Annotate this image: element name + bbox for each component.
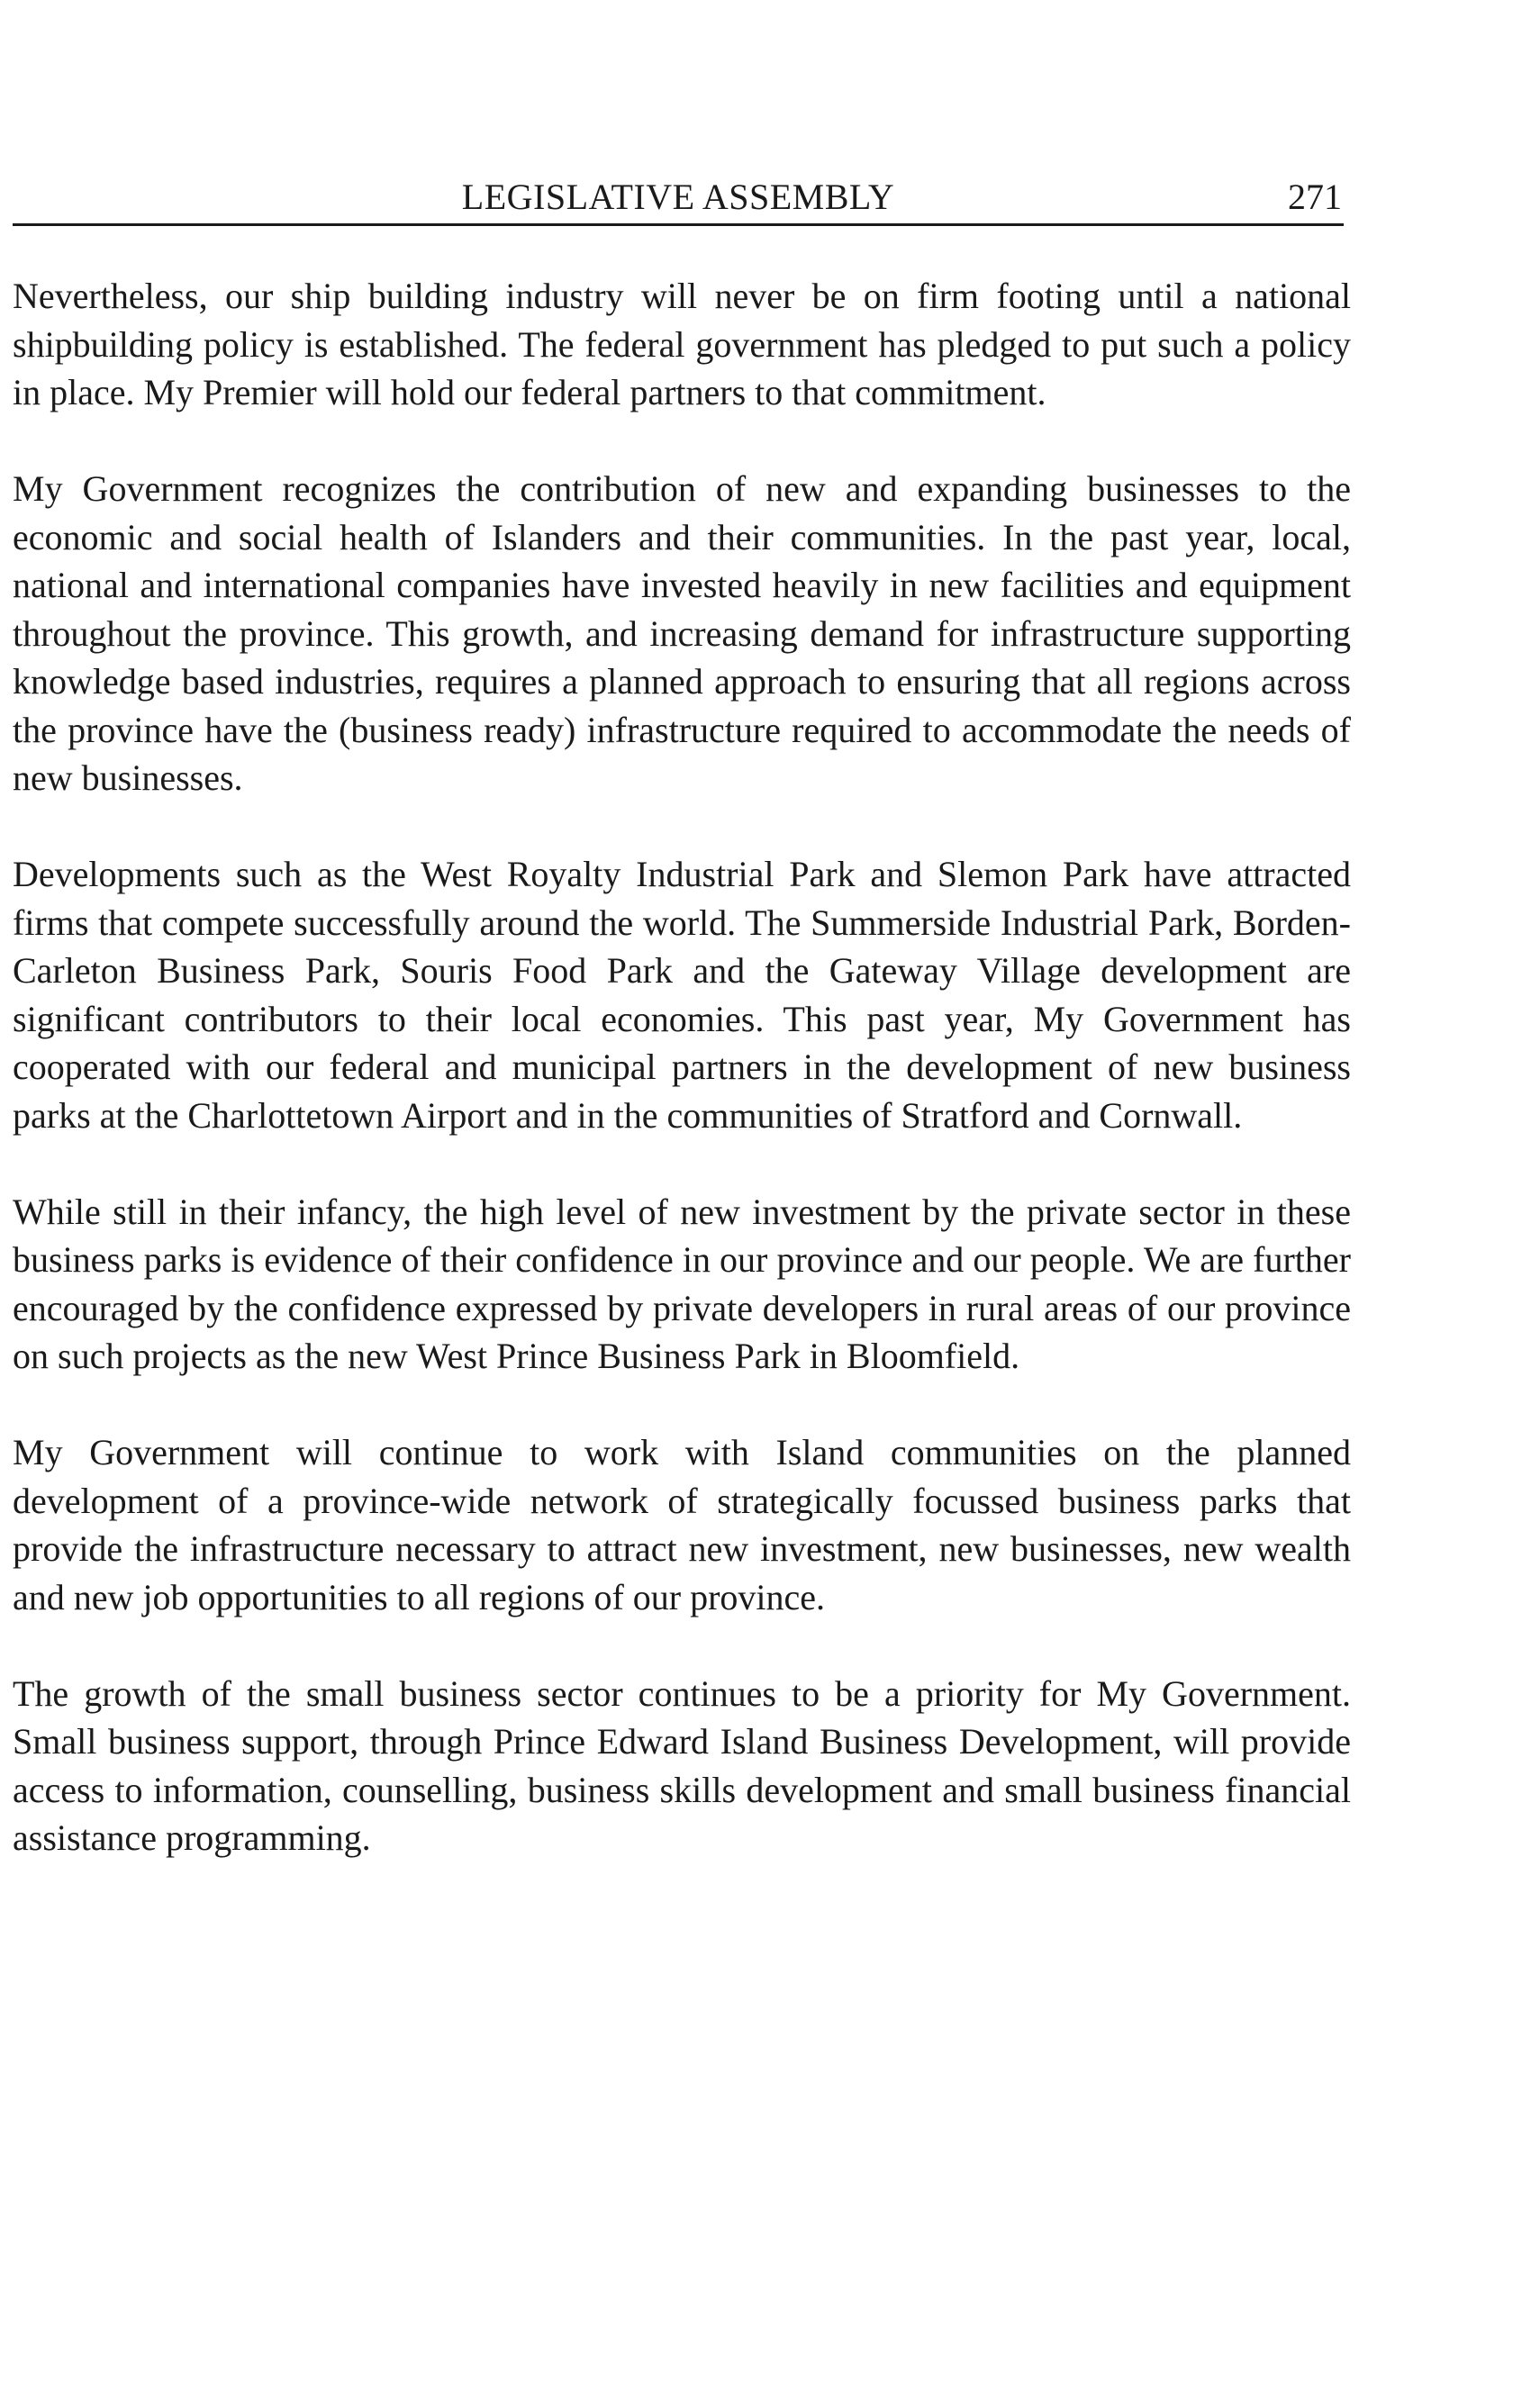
paragraph-business-park-network: My Government will continue to work with Island communities on the planned development of a province-wide network of strategically focussed business parks that provide the infrastructure necessary to attract new investment, new businesses, new wealth and new job opportunities to all regions of our province. [13,1432,1351,1617]
paragraph-private-investment: While still in their infancy, the high level of new investment by the private sector in these business parks is evidence of their confidence in our province and our people. We are further encouraged by the confidence expressed by private developers in rural areas of our province on such projects as the new West Prince Business Park in Bloomfield. [13,1191,1351,1376]
body-text [13,272,1351,1910]
paragraph-new-businesses: My Government recognizes the contribution of new and expanding businesses to the economic and social health of Islanders and their communities. In the past year, local, national and international companies have invested heavily in new facilities and equipment throughout the province. This growth, and increasing demand for infrastructure supporting knowledge based industries, requires a planned approach to ensuring that all regions across the province have the (business ready) infrastructure required to accommodate the needs of new businesses. [13,468,1351,798]
paragraph-small-business: The growth of the small business sector continues to be a priority for My Government. Small business support, through Prince Edward Island Business Development, will provide access to information, counselling, business skills development and small business financial assistance programming. [13,1672,1351,1858]
paragraph-shipbuilding: Nevertheless, our ship building industry will never be on firm footing until a national shipbuilding policy is established. The federal government has pledged to put such a policy in place. My Premier will hold our federal partners to that commitment. [13,276,1351,412]
running-header [13,171,1344,226]
page-number: 271 [1288,177,1342,217]
header-title: LEGISLATIVE ASSEMBLY [461,177,895,217]
paragraph-industrial-parks: Developments such as the West Royalty Industrial Park and Slemon Park have attracted firms that compete successfully around the world. The Summerside Industrial Park, Borden-Carleton Business Park, Souris Food Park and the Gateway Village development are significant contributors to their local economies. This past year, My Government has cooperated with our federal and municipal partners in the development of new business parks at the Charlottetown Airport and in the communities of Stratford and Cornwall. [13,854,1351,1136]
